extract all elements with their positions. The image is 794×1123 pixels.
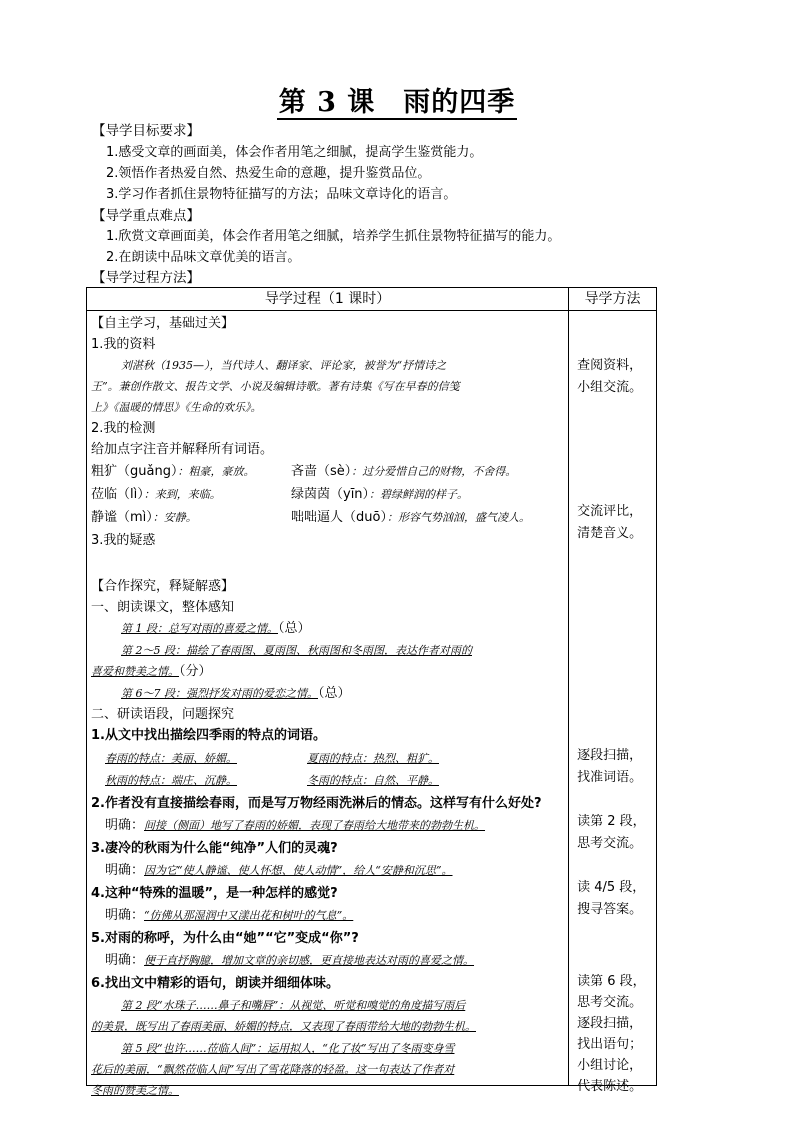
structure-answer: 第 6～7 段：强烈抒发对雨的爱恋之情。（总） bbox=[121, 686, 351, 701]
question: 2.作者没有直接描绘春雨，而是写万物经雨洗淋后的情态。这样写有什么好处? bbox=[91, 796, 542, 811]
part-two-heading: 二、研读语段，问题探究 bbox=[91, 707, 235, 722]
structure-answer: 第 1 段：总写对雨的喜爱之情。（总） bbox=[121, 621, 311, 636]
method-cell bbox=[569, 311, 657, 1094]
method-note: 清楚音义。 bbox=[577, 526, 643, 541]
excerpt-analysis: 冬雨的赞美之情。 bbox=[91, 1084, 179, 1097]
answer: 明确：因为它“使人静谧、使人怀想、使人动情”，给人“安静和沉思”。 bbox=[105, 863, 453, 878]
structure-answer: 第 2～5 段：描绘了春雨图、夏雨图、秋雨图和冬雨图，表达作者对雨的 bbox=[121, 644, 472, 657]
method-note: 找出语句； bbox=[577, 1037, 643, 1052]
method-note: 小组交流。 bbox=[577, 380, 643, 395]
vocab-word: 绿茵茵（yīn） bbox=[291, 487, 370, 502]
excerpt-analysis: 的美景，既写出了春雨美丽、娇媚的特点，又表现了春雨带给大地的勃勃生机。 bbox=[91, 1020, 476, 1033]
question: 1.从文中找出描绘四季雨的特点的词语。 bbox=[91, 728, 326, 743]
vocab-word: 莅临（lì） bbox=[91, 487, 144, 502]
vocab-item bbox=[291, 485, 468, 504]
my-materials-label: 1.我的资料 bbox=[91, 337, 156, 352]
key-points-heading: 【导学重点难点】 bbox=[92, 208, 200, 224]
part-one-heading: 一、朗读课文，整体感知 bbox=[91, 600, 235, 615]
method-note: 读第 2 段， bbox=[577, 814, 646, 829]
author-bio-line: 王”。兼创作散文、报告文学、小说及编辑诗歌。著有诗集《写在早春的信笺 bbox=[91, 380, 460, 393]
key-point-item: 2.在朗读中品味文章优美的语言。 bbox=[106, 250, 301, 265]
vocab-word: 咄咄逼人（duō） bbox=[291, 510, 387, 525]
vocab-item bbox=[291, 508, 530, 527]
process-table bbox=[86, 287, 657, 1097]
excerpt-analysis: 第 2 段“水珠子……鼻子和嘴唇”：从视觉、听觉和嗅觉的角度描写雨后 bbox=[121, 999, 466, 1012]
answer: 明确：“仿佛从那湿润中又漾出花和树叶的气息”。 bbox=[105, 908, 354, 923]
my-doubts-label: 3.我的疑惑 bbox=[91, 533, 156, 548]
coop-heading: 【合作探究，释疑解惑】 bbox=[91, 579, 235, 594]
question: 6.找出文中精彩的语句，朗读并细细体味。 bbox=[91, 976, 339, 991]
rain-feature-answer: 冬雨的特点：自然、平静。 bbox=[307, 774, 439, 787]
vocab-definition: ：安静。 bbox=[152, 511, 197, 524]
vocab-definition: ：过分爱惜自己的财物，不舍得。 bbox=[351, 465, 517, 478]
vocab-definition: ：粗豪，豪放。 bbox=[177, 465, 255, 478]
vocab-word: 静谧（mì） bbox=[91, 510, 153, 525]
my-test-task: 给加点字注音并解释所有词语。 bbox=[91, 442, 274, 457]
vocab-definition: ：来到，来临。 bbox=[143, 488, 221, 501]
excerpt-analysis: 第 5 段“也许……莅临人间”：运用拟人，“化了妆”写出了冬雨变身雪 bbox=[121, 1042, 455, 1055]
goal-item: 2.领悟作者热爱自然、热爱生命的意趣，提升鉴赏品位。 bbox=[106, 166, 431, 181]
answer: 明确：间接（侧面）地写了春雨的娇媚，表现了春雨给大地带来的勃勃生机。 bbox=[105, 818, 486, 833]
key-point-item: 1.欣赏文章画面美，体会作者用笔之细腻，培养学生抓住景物特征描写的能力。 bbox=[106, 229, 561, 244]
method-note: 交流评比， bbox=[577, 504, 643, 519]
rain-feature-answer: 夏雨的特点：热烈、粗犷。 bbox=[307, 752, 439, 765]
vocab-word: 吝啬（sè） bbox=[291, 464, 352, 479]
question: 3.凄冷的秋雨为什么能“纯净”人们的灵魂? bbox=[91, 841, 338, 856]
method-note: 代表陈述。 bbox=[577, 1079, 643, 1094]
goal-item: 3.学习作者抓住景物特征描写的方法；品味文章诗化的语言。 bbox=[106, 187, 457, 202]
vocab-item bbox=[91, 508, 197, 527]
goals-heading: 【导学目标要求】 bbox=[92, 123, 200, 139]
method-column-header: 导学方法 bbox=[569, 288, 657, 311]
method-note: 思考交流。 bbox=[577, 836, 643, 851]
author-bio-line: 上》《温暖的情思》《生命的欢乐》。 bbox=[91, 401, 262, 414]
question: 4.这种“特殊的温暖”，是一种怎样的感觉? bbox=[91, 886, 338, 901]
rain-feature-answer: 秋雨的特点：端庄、沉静。 bbox=[105, 774, 237, 787]
method-note: 搜寻答案。 bbox=[577, 902, 643, 917]
my-test-label: 2.我的检测 bbox=[91, 421, 156, 436]
vocab-definition: ：碧绿鲜润的样子。 bbox=[369, 488, 469, 501]
rain-feature-answer: 春雨的特点：美丽、娇媚。 bbox=[105, 752, 237, 765]
method-note: 思考交流。 bbox=[577, 995, 643, 1010]
vocab-item bbox=[291, 462, 516, 481]
vocab-definition: ：形容气势汹汹，盛气凌人。 bbox=[386, 511, 530, 524]
question: 5.对雨的称呼，为什么由“她”“它”变成“你”? bbox=[91, 931, 359, 946]
vocab-word: 粗犷（guǎng） bbox=[91, 464, 178, 479]
method-note: 读 4/5 段， bbox=[577, 880, 646, 895]
method-note: 逐段扫描， bbox=[577, 748, 643, 763]
excerpt-analysis: 花后的美丽，“飘然莅临人间”写出了雪花降落的轻盈。这一句表达了作者对 bbox=[91, 1063, 455, 1076]
process-column-header: 导学过程（1 课时） bbox=[87, 288, 569, 311]
method-note: 读第 6 段， bbox=[577, 974, 646, 989]
vocab-item bbox=[91, 485, 221, 504]
page-title: 第 3 课 雨的四季 bbox=[278, 87, 516, 118]
method-note: 查阅资料， bbox=[577, 358, 643, 373]
process-cell bbox=[87, 311, 569, 1097]
goal-item: 1.感受文章的画面美，体会作者用笔之细腻，提高学生鉴赏能力。 bbox=[106, 145, 483, 160]
self-study-heading: 【自主学习，基础过关】 bbox=[91, 316, 235, 331]
process-heading: 【导学过程方法】 bbox=[92, 270, 200, 286]
author-bio-line: 刘湛秋（1935—），当代诗人、翻译家、评论家，被誉为“抒情诗之 bbox=[121, 359, 447, 372]
vocab-item bbox=[91, 462, 254, 481]
method-note: 小组讨论， bbox=[577, 1058, 643, 1073]
structure-answer: 喜爱和赞美之情。（分） bbox=[91, 664, 212, 679]
method-note: 逐段扫描， bbox=[577, 1016, 643, 1031]
answer: 明确：便于直抒胸臆，增加文章的亲切感，更直接地表达对雨的喜爱之情。 bbox=[105, 953, 475, 968]
method-note: 找准词语。 bbox=[577, 770, 643, 785]
